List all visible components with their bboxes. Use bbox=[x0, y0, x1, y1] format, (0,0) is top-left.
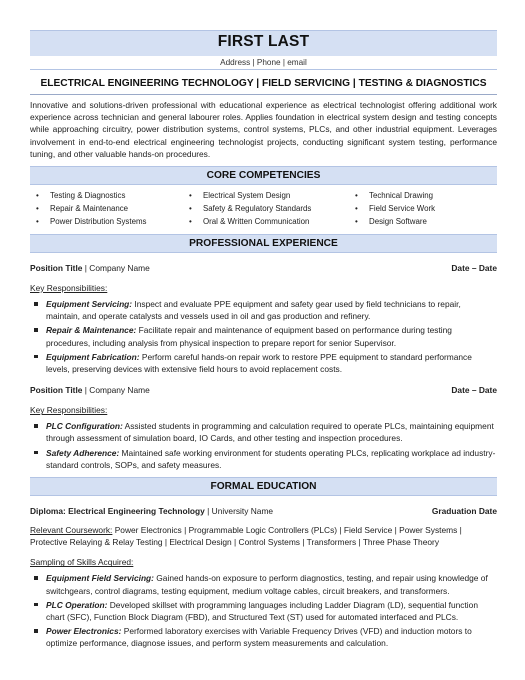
job-dates: Date – Date bbox=[451, 385, 497, 396]
bullet-text: Gained hands-on exposure to perform diagnostics, testing, and repair using knowledge of switchgears, control diagrams, testing equipment, medium voltage cables, circuit breakers, and transformers. bbox=[46, 573, 488, 596]
job-header bbox=[30, 384, 497, 396]
competency-item: • Design Software bbox=[355, 215, 495, 228]
competency-item: • Safety & Regulatory Standards bbox=[189, 202, 355, 215]
bullet-lead: Equipment Field Servicing: bbox=[46, 573, 154, 584]
competency-item: • Oral & Written Communication bbox=[189, 215, 355, 228]
square-bullet-icon bbox=[34, 328, 38, 332]
job-title-line bbox=[30, 262, 150, 274]
bullet-lead: Repair & Maintenance: bbox=[46, 325, 137, 336]
summary-paragraph: Innovative and solutions-driven professional with educational experience as electrical technologist offering additional work experience across technician and general labourer roles. Applies foundation in electrical system design and testing concepts while approaching circuitry, power distribution systems, control systems, PLCs, and other industrial equipment. Leverages involvement in end-to-end electrical engineering technologist projects, conducting significant system testing, performance tuning, and other valuable hands-on procedures. bbox=[30, 100, 497, 159]
competencies-column bbox=[355, 189, 495, 228]
bullet-lead: Power Electronics: bbox=[46, 626, 122, 637]
resume-page bbox=[30, 30, 497, 652]
square-bullet-icon bbox=[34, 355, 38, 359]
bullet-lead: PLC Operation: bbox=[46, 599, 108, 610]
education-header bbox=[30, 505, 497, 517]
competencies-column bbox=[36, 189, 189, 228]
coursework-paragraph bbox=[30, 524, 497, 548]
bullet-text: Facilitate repair and maintenance of equipment based on performance during testing procedures, including analysis from physical inspection to prepare report for senior Supervisor. bbox=[46, 325, 452, 348]
job-dates: Date – Date bbox=[451, 263, 497, 274]
coursework-list: Power Electronics | Programmable Logic Controllers (PLCs) | Field Service | Power Systems | Protective Relaying & Relay Testing | Electrical Design | Control Systems | Transformers | Three Phase Theory bbox=[30, 525, 462, 548]
bullet-lead: PLC Configuration: bbox=[46, 421, 123, 432]
section-heading-competencies: CORE COMPETENCIES bbox=[30, 166, 497, 185]
candidate-name: FIRST LAST bbox=[217, 33, 310, 50]
responsibilities-label: Key Responsibilities: bbox=[30, 283, 108, 294]
education-title-line bbox=[30, 505, 273, 517]
square-bullet-icon bbox=[34, 424, 38, 428]
contact-line: Address | Phone | email bbox=[30, 56, 497, 70]
diploma-title: Diploma: Electrical Engineering Technology bbox=[30, 506, 205, 517]
coursework-label: Relevant Coursework: bbox=[30, 525, 113, 536]
bullet-text: Developed skillset with programming languages including Ladder Diagram (LD), sequential function chart (SFC), Function Block Diagram (FBD), and Structured Text (ST) used for automated interfaced and PLCs. bbox=[46, 599, 478, 623]
bullet-text: Performed laboratory exercises with Variable Frequency Drives (VFD) and induction motors to optimize performance, diagnose issues, and perform system measurements and calculation. bbox=[46, 626, 472, 649]
graduation-date: Graduation Date bbox=[431, 506, 497, 517]
headline: ELECTRICAL ENGINEERING TECHNOLOGY | FIELD SERVICING | TESTING & DIAGNOSTICS bbox=[40, 78, 487, 89]
square-bullet-icon bbox=[34, 576, 38, 580]
competency-item: • Field Service Work bbox=[355, 202, 495, 215]
square-bullet-icon bbox=[34, 603, 38, 607]
school-name: | University Name bbox=[204, 506, 274, 517]
competencies-column bbox=[189, 189, 355, 228]
responsibilities-label: Key Responsibilities: bbox=[30, 405, 108, 416]
square-bullet-icon bbox=[34, 302, 38, 306]
company-name: | Company Name bbox=[82, 385, 150, 396]
skills-label: Sampling of Skills Acquired: bbox=[30, 557, 134, 568]
bullet-lead: Equipment Fabrication: bbox=[46, 351, 140, 362]
responsibilities-list bbox=[30, 420, 497, 471]
list-item bbox=[30, 298, 497, 322]
competency-item: • Repair & Maintenance bbox=[36, 202, 189, 215]
list-item bbox=[30, 599, 497, 623]
job-title-line bbox=[30, 384, 150, 396]
bullet-lead: Equipment Servicing: bbox=[46, 299, 133, 310]
skills-list bbox=[30, 572, 497, 649]
divider bbox=[30, 94, 497, 95]
competency-item: • Testing & Diagnostics bbox=[36, 189, 189, 202]
name-banner bbox=[30, 30, 497, 56]
position-title: Position Title bbox=[30, 263, 83, 274]
competency-item: • Technical Drawing bbox=[355, 189, 495, 202]
responsibilities-list bbox=[30, 298, 497, 375]
position-title: Position Title bbox=[30, 385, 83, 396]
competencies-grid bbox=[30, 189, 497, 228]
list-item bbox=[30, 625, 497, 649]
job-header bbox=[30, 262, 497, 274]
bullet-text: Perform careful hands-on repair work to restore PPE equipment to standard performance levels, preserving devices with extensive field hours to avoid replacement costs. bbox=[46, 351, 472, 375]
bullet-text: Assisted students in programming and calculation required to operate PLCs, maintaining equipment through assessment of simulation board, IO Cards, and other testing and inspection procedures. bbox=[46, 421, 494, 444]
list-item bbox=[30, 351, 497, 375]
section-heading-education: FORMAL EDUCATION bbox=[30, 477, 497, 496]
bullet-text: Maintained safe working environment for students operating PLCs, replicating workplace ad industry-standard controls, SOPs, and safety measures. bbox=[46, 447, 496, 470]
list-item bbox=[30, 420, 497, 444]
section-heading-experience: PROFESSIONAL EXPERIENCE bbox=[30, 234, 497, 253]
competency-item: • Electrical System Design bbox=[189, 189, 355, 202]
competency-item: • Power Distribution Systems bbox=[36, 215, 189, 228]
bullet-lead: Safety Adherence: bbox=[46, 447, 120, 458]
list-item bbox=[30, 324, 497, 348]
square-bullet-icon bbox=[34, 629, 38, 633]
list-item bbox=[30, 447, 497, 471]
list-item bbox=[30, 572, 497, 596]
bullet-text: Inspect and evaluate PPE equipment and safety gear used by field technicians to repair, maintain, and operate catalysts and vessels used in oil and gas production and refinery. bbox=[46, 299, 461, 322]
square-bullet-icon bbox=[34, 451, 38, 455]
company-name: | Company Name bbox=[82, 263, 150, 274]
